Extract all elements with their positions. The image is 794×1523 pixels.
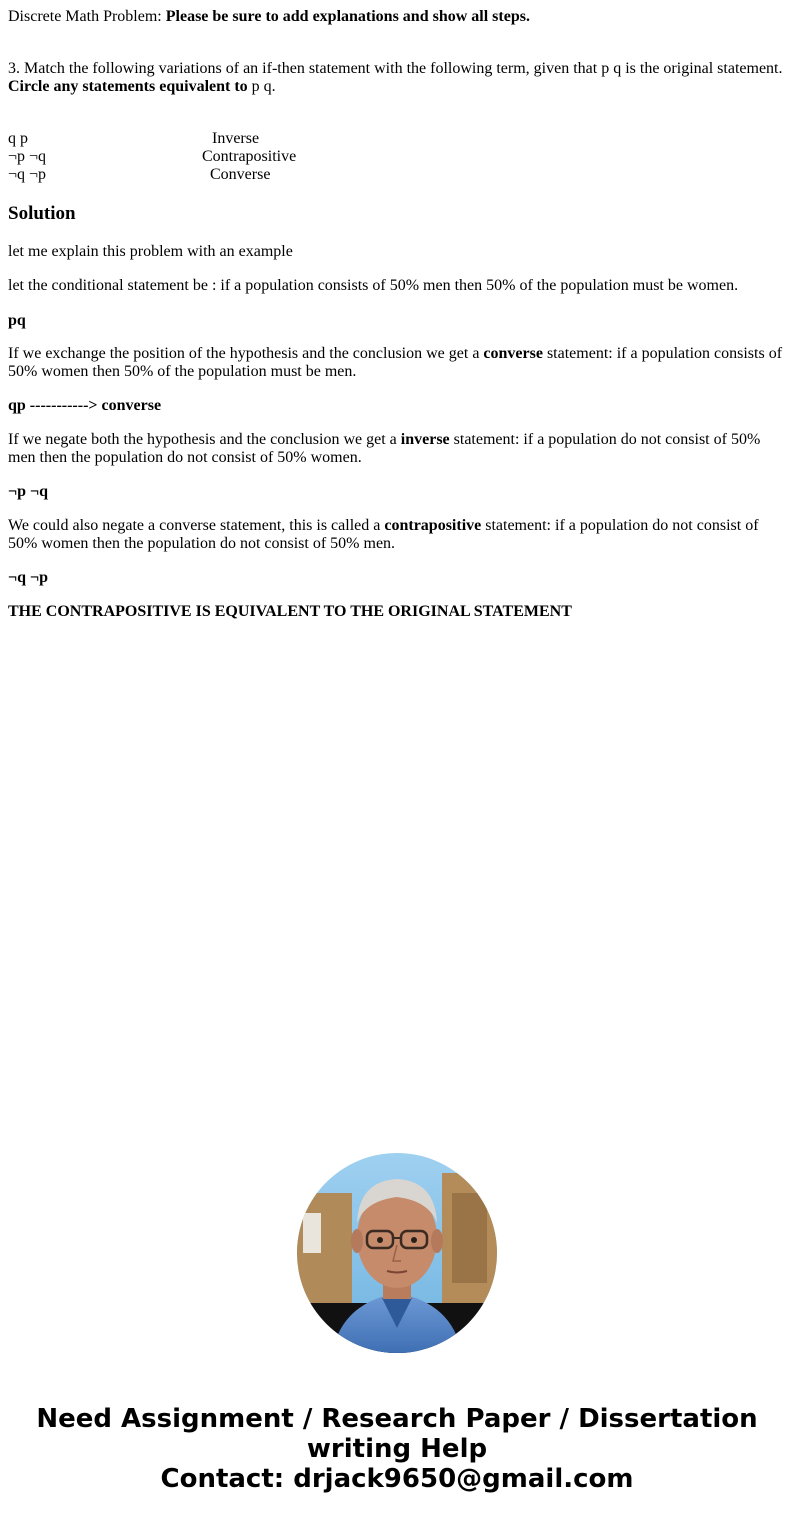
match-right: Inverse [212,130,260,147]
inverse-post: statement: if a population do not consist of 50% men then the population do not consist of 50% women. [8,431,761,466]
problem-header [8,8,786,26]
question-line2-bold: Circle any statements equivalent to [8,78,248,95]
conclusion [8,603,786,621]
converse-symbol [8,397,786,415]
contra-pre: We could also negate a converse statement, this is called a [8,517,385,534]
original-symbol [8,312,786,330]
inverse-paragraph [8,431,786,467]
match-right: Contrapositive [202,148,297,165]
header-emphasis: Please be sure to add explanations and show all steps. [165,8,530,25]
converse-post: statement: if a population consists of 50% women then 50% of the population must be men. [8,345,783,380]
converse-pre: If we exchange the position of the hypothesis and the conclusion we get a [8,345,484,362]
footer-line2: writing Help [306,1434,488,1464]
header-prefix: Discrete Math Problem: [8,8,166,25]
inverse-pre: If we negate both the hypothesis and the conclusion we get a [8,431,401,448]
match-left: ¬q ¬p [8,166,47,183]
contra-post: statement: if a population do not consist of 50% women then the population do not consist of 50% men. [8,517,759,552]
inverse-symbol [8,483,786,501]
question-text [8,60,786,96]
match-right: Converse [210,166,271,183]
contrapositive-paragraph [8,517,786,553]
contrapositive-symbol [8,569,786,587]
footer-advert [0,1404,794,1494]
question-line2-rest: p q. [247,78,276,95]
conclusion-text: THE CONTRAPOSITIVE IS EQUIVALENT TO THE ORIGINAL STATEMENT [8,603,572,620]
original-symbol-text: pq [8,312,26,329]
solution-heading: Solution [8,203,76,224]
conditional-statement: let the conditional statement be : if a population consists of 50% men then 50% of the population must be women. [8,277,739,294]
footer-line1: Need Assignment / Research Paper / Dissertation [36,1404,758,1434]
match-left: q p [8,130,28,147]
converse-symbol-text: qp -----------> converse [8,397,162,414]
inverse-symbol-text: ¬p ¬q [8,483,49,500]
converse-word: converse [483,345,543,362]
author-portrait-image [297,1153,497,1353]
question-line1: 3. Match the following variations of an if-then statement with the following term, given that p q is the original statement. [8,60,783,77]
footer-contact: Contact: drjack9650@gmail.com [160,1464,634,1494]
solution-intro: let me explain this problem with an example [8,243,293,260]
converse-paragraph [8,345,786,381]
contra-word: contrapositive [384,517,482,534]
contra-symbol-text: ¬q ¬p [8,569,49,586]
inverse-word: inverse [400,431,450,448]
author-avatar [297,1153,497,1353]
match-left: ¬p ¬q [8,148,47,165]
